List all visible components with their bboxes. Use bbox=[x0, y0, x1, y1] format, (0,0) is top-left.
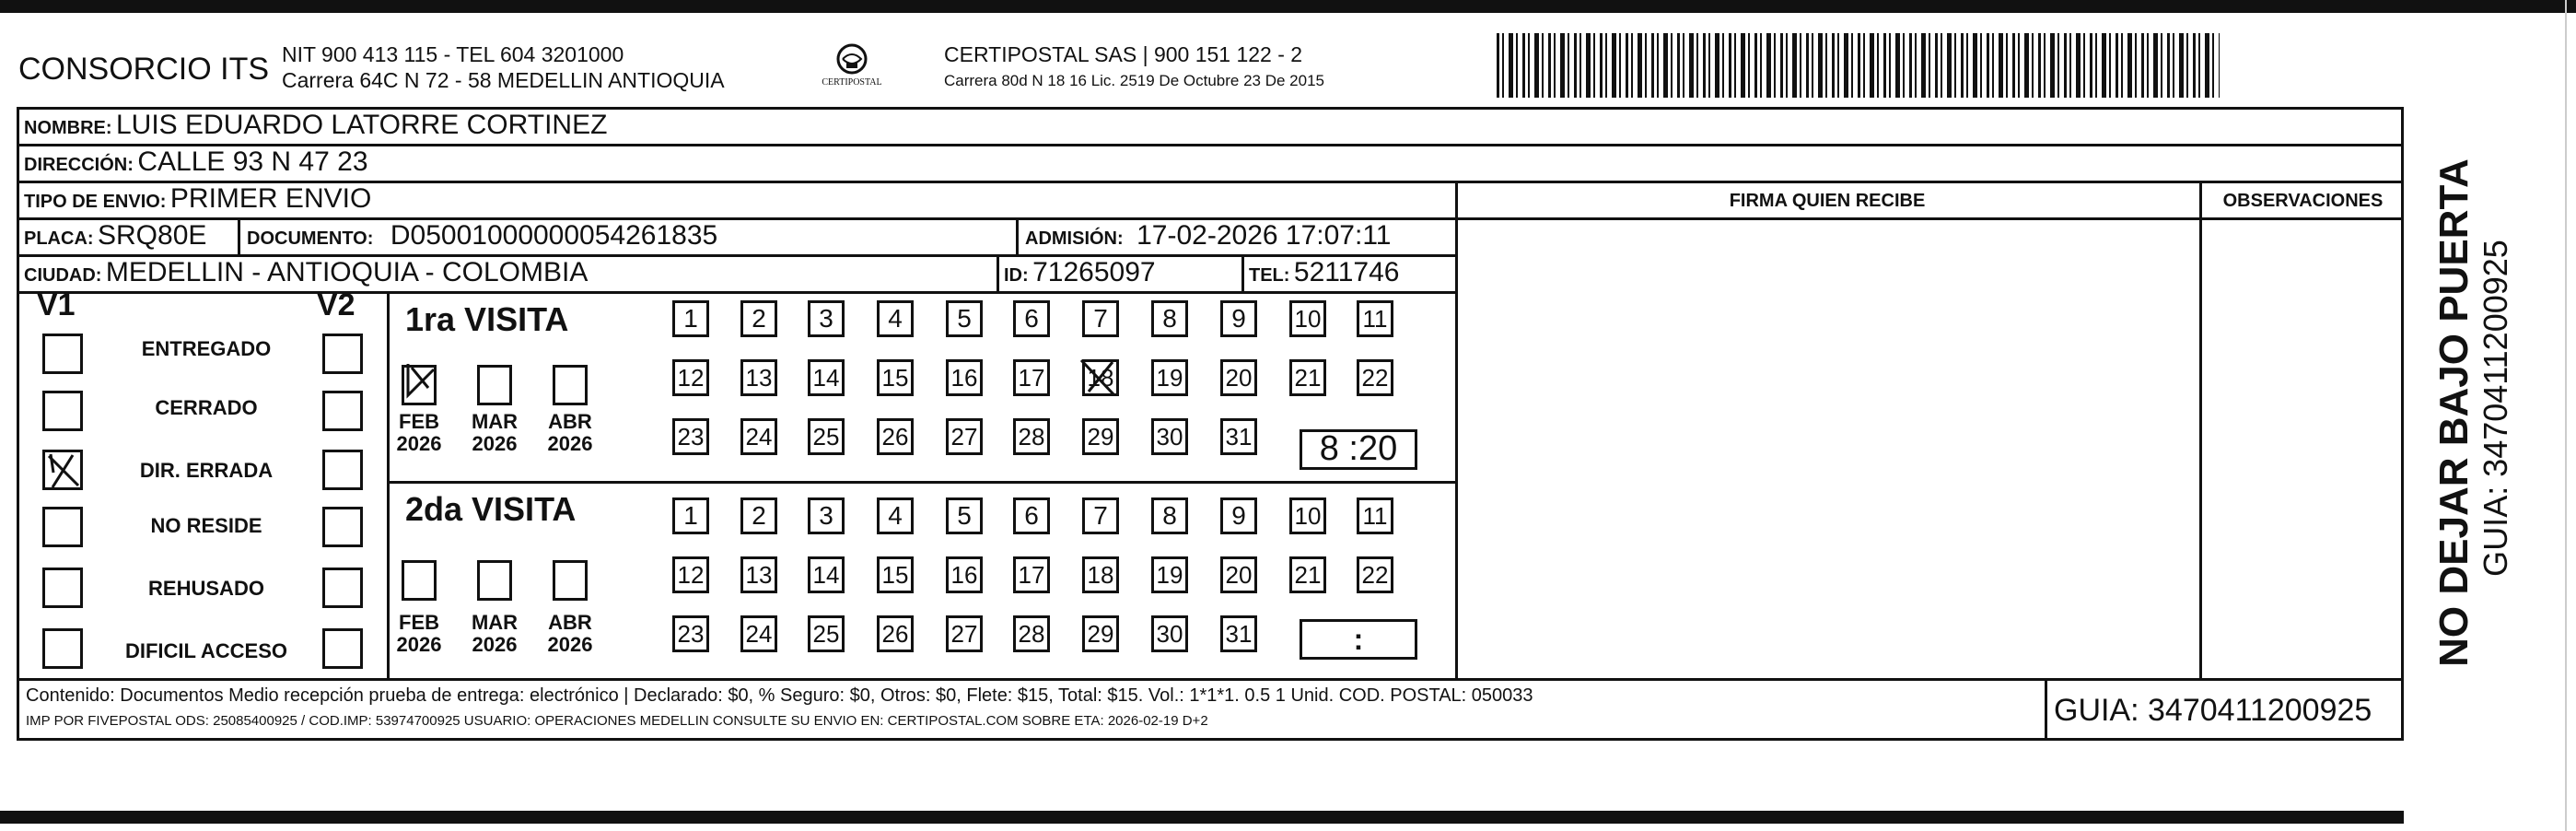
id-divider bbox=[997, 254, 999, 291]
tel-divider bbox=[1241, 254, 1244, 291]
first-visit-day-16[interactable]: 16 bbox=[946, 359, 983, 396]
certipostal-line: CERTIPOSTAL SAS | 900 151 122 - 2 bbox=[944, 42, 1303, 66]
first-visit-day-26[interactable]: 26 bbox=[877, 418, 914, 455]
month-name: ABR bbox=[548, 611, 592, 634]
second-visit-day-5[interactable]: 5 bbox=[946, 497, 983, 534]
nombre-label: NOMBRE: bbox=[24, 118, 112, 138]
first-visit-day-5[interactable]: 5 bbox=[946, 300, 983, 337]
first-visit-day-2[interactable]: 2 bbox=[740, 300, 777, 337]
row-line-1 bbox=[17, 144, 2404, 146]
second-visit-month-check-abr[interactable] bbox=[553, 560, 588, 601]
license-line: Carrera 80d N 18 16 Lic. 2519 De Octubre 23 De 2015 bbox=[944, 72, 1324, 89]
first-visit-day-27[interactable]: 27 bbox=[946, 418, 983, 455]
second-visit-day-31[interactable]: 31 bbox=[1220, 615, 1257, 652]
second-visit-day-25[interactable]: 25 bbox=[808, 615, 845, 652]
status-label-dir-errada: DIR. ERRADA bbox=[139, 459, 274, 482]
first-visit-day-8[interactable]: 8 bbox=[1151, 300, 1188, 337]
month-name: MAR bbox=[471, 611, 519, 634]
second-visit-day-29[interactable]: 29 bbox=[1082, 615, 1119, 652]
observations-left-border bbox=[2199, 181, 2202, 678]
second-visit-time-field[interactable]: : bbox=[1300, 619, 1417, 660]
month-name: FEB bbox=[399, 410, 439, 433]
v1-checkbox-dir-errada[interactable] bbox=[42, 450, 83, 490]
first-visit-day-13[interactable]: 13 bbox=[740, 359, 777, 396]
top-border-bar bbox=[0, 0, 2576, 13]
month-name: ABR bbox=[548, 410, 592, 433]
second-visit-day-28[interactable]: 28 bbox=[1013, 615, 1050, 652]
v2-header: V2 bbox=[317, 287, 356, 322]
certipostal-logo-icon bbox=[815, 41, 889, 101]
first-visit-day-29[interactable]: 29 bbox=[1082, 418, 1119, 455]
company-name: CONSORCIO ITS bbox=[18, 52, 270, 87]
second-visit-day-19[interactable]: 19 bbox=[1151, 556, 1188, 593]
v1-checkbox-entregado[interactable] bbox=[42, 334, 83, 374]
nombre-value: LUIS EDUARDO LATORRE CORTINEZ bbox=[116, 110, 608, 140]
guia-box-divider bbox=[2045, 678, 2047, 741]
imp-line: IMP POR FIVEPOSTAL ODS: 25085400925 / COD.IMP: 53974700925 USUARIO: OPERACIONES MEDELLIN CONSULTE SU ENVIO EN: CERTIPOSTAL.COM SOBRE ETA: 2026-02-19 D+2 bbox=[26, 713, 1208, 729]
second-visit-day-12[interactable]: 12 bbox=[672, 556, 709, 593]
nit-line: NIT 900 413 115 - TEL 604 3201000 bbox=[282, 42, 624, 66]
second-visit-month-label bbox=[391, 612, 447, 656]
first-visit-day-18[interactable]: 18 bbox=[1082, 359, 1119, 396]
second-visit-day-13[interactable]: 13 bbox=[740, 556, 777, 593]
contenido-line: Contenido: Documentos Medio recepción prueba de entrega: electrónico | Declarado: $0, % Seguro: $0, Otros: $0, Flete: $15, Total: $15. Vol.: 1*1*1. 0.5 1 Unid. COD. POSTAL: 050033 bbox=[26, 685, 1533, 706]
second-visit-month-check-mar[interactable] bbox=[477, 560, 512, 601]
row-line-5 bbox=[17, 291, 1455, 294]
bottom-border-bar bbox=[0, 811, 2404, 824]
first-visit-day-4[interactable]: 4 bbox=[877, 300, 914, 337]
second-visit-day-15[interactable]: 15 bbox=[877, 556, 914, 593]
month-year: 2026 bbox=[547, 633, 593, 656]
second-visit-day-22[interactable]: 22 bbox=[1357, 556, 1393, 593]
first-visit-day-20[interactable]: 20 bbox=[1220, 359, 1257, 396]
ciudad-label: CIUDAD: bbox=[24, 265, 102, 286]
second-visit-day-8[interactable]: 8 bbox=[1151, 497, 1188, 534]
day-check-mark-icon bbox=[1076, 355, 1124, 403]
first-visit-day-7[interactable]: 7 bbox=[1082, 300, 1119, 337]
second-visit-day-26[interactable]: 26 bbox=[877, 615, 914, 652]
status-label-cerrado: CERRADO bbox=[155, 396, 258, 419]
placa-cell bbox=[24, 220, 206, 252]
status-label-entregado: ENTREGADO bbox=[141, 337, 272, 360]
v1-header: V1 bbox=[37, 287, 76, 322]
first-visit-month-check-feb[interactable] bbox=[402, 365, 437, 405]
v2-checkbox-cerrado[interactable] bbox=[322, 391, 363, 431]
status-label-dificil-acceso: DIFICIL ACCESO bbox=[124, 639, 287, 662]
month-year: 2026 bbox=[396, 633, 442, 656]
second-visit-day-17[interactable]: 17 bbox=[1013, 556, 1050, 593]
id-label: ID: bbox=[1004, 265, 1029, 286]
first-visit-day-11[interactable]: 11 bbox=[1357, 300, 1393, 337]
firma-header: FIRMA QUIEN RECIBE bbox=[1729, 191, 1926, 211]
admision-value: 17-02-2026 17:07:11 bbox=[1136, 220, 1392, 251]
second-visit-day-16[interactable]: 16 bbox=[946, 556, 983, 593]
first-visit-day-19[interactable]: 19 bbox=[1151, 359, 1188, 396]
side-warning: NO DEJAR BAJO PUERTA bbox=[2431, 158, 2477, 667]
first-visit-title: 1ra VISITA bbox=[405, 300, 569, 338]
v1-checkbox-no-reside[interactable] bbox=[42, 507, 83, 547]
second-visit-month-label bbox=[467, 612, 522, 656]
v2-checkbox-dir-errada[interactable] bbox=[322, 450, 363, 490]
certipostal-logo bbox=[815, 41, 889, 101]
first-visit-day-1[interactable]: 1 bbox=[672, 300, 709, 337]
first-visit-day-31[interactable]: 31 bbox=[1220, 418, 1257, 455]
first-visit-day-3[interactable]: 3 bbox=[808, 300, 845, 337]
first-visit-day-30[interactable]: 30 bbox=[1151, 418, 1188, 455]
month-year: 2026 bbox=[547, 432, 593, 455]
documento-cell bbox=[247, 220, 717, 252]
second-visit-day-20[interactable]: 20 bbox=[1220, 556, 1257, 593]
first-visit-day-28[interactable]: 28 bbox=[1013, 418, 1050, 455]
second-visit-day-6[interactable]: 6 bbox=[1013, 497, 1050, 534]
month-year: 2026 bbox=[472, 432, 518, 455]
documento-label: DOCUMENTO: bbox=[247, 228, 374, 249]
placa-label: PLACA: bbox=[24, 228, 94, 249]
second-visit-day-7[interactable]: 7 bbox=[1082, 497, 1119, 534]
id-value: 71265097 bbox=[1032, 257, 1156, 287]
first-visit-month-check-abr[interactable] bbox=[553, 365, 588, 405]
signature-left-border bbox=[1455, 181, 1458, 678]
admision-cell bbox=[1025, 220, 1391, 252]
v1-checkbox-cerrado[interactable] bbox=[42, 391, 83, 431]
v2-checkbox-rehusado[interactable] bbox=[322, 568, 363, 608]
observaciones-header: OBSERVACIONES bbox=[2222, 191, 2384, 211]
visit-divider bbox=[387, 481, 1455, 484]
first-visit-day-6[interactable]: 6 bbox=[1013, 300, 1050, 337]
company-address: Carrera 64C N 72 - 58 MEDELLIN ANTIOQUIA bbox=[282, 68, 725, 92]
first-visit-day-22[interactable]: 22 bbox=[1357, 359, 1393, 396]
nombre-row bbox=[24, 110, 607, 141]
first-visit-day-10[interactable]: 10 bbox=[1289, 300, 1326, 337]
first-visit-day-21[interactable]: 21 bbox=[1289, 359, 1326, 396]
second-visit-month-label bbox=[542, 612, 598, 656]
tel-value: 5211746 bbox=[1293, 257, 1400, 287]
second-visit-day-23[interactable]: 23 bbox=[672, 615, 709, 652]
v2-checkbox-dificil-acceso[interactable] bbox=[322, 628, 363, 669]
direccion-row bbox=[24, 146, 368, 178]
second-visit-day-11[interactable]: 11 bbox=[1357, 497, 1393, 534]
placa-value: SRQ80E bbox=[98, 220, 207, 251]
tipo-envio-value: PRIMER ENVIO bbox=[169, 183, 372, 214]
tipo-envio-label: TIPO DE ENVIO: bbox=[24, 192, 167, 212]
v2-checkbox-entregado[interactable] bbox=[322, 334, 363, 374]
direccion-label: DIRECCIÓN: bbox=[24, 155, 134, 175]
id-cell bbox=[1004, 257, 1156, 288]
status-label-rehusado: REHUSADO bbox=[148, 577, 264, 600]
first-visit-day-23[interactable]: 23 bbox=[672, 418, 709, 455]
ciudad-cell bbox=[24, 257, 588, 288]
row-line-2 bbox=[17, 181, 2404, 183]
second-visit-day-1[interactable]: 1 bbox=[672, 497, 709, 534]
logo-text: CERTIPOSTAL bbox=[822, 77, 882, 88]
right-edge-shadow bbox=[2565, 0, 2567, 831]
x-check-mark-icon bbox=[45, 452, 82, 489]
second-visit-day-4[interactable]: 4 bbox=[877, 497, 914, 534]
first-visit-day-24[interactable]: 24 bbox=[740, 418, 777, 455]
second-visit-day-9[interactable]: 9 bbox=[1220, 497, 1257, 534]
first-visit-month-label bbox=[467, 411, 522, 455]
first-visit-month-check-mar[interactable] bbox=[477, 365, 512, 405]
second-visit-title: 2da VISITA bbox=[405, 490, 577, 528]
direccion-value: CALLE 93 N 47 23 bbox=[137, 146, 368, 177]
documento-value: D05001000000054261835 bbox=[390, 220, 718, 251]
tel-label: TEL: bbox=[1249, 265, 1290, 286]
second-visit-month-check-feb[interactable] bbox=[402, 560, 437, 601]
placa-divider bbox=[238, 217, 240, 254]
tipo-envio-row bbox=[24, 183, 371, 215]
v1-checkbox-rehusado[interactable] bbox=[42, 568, 83, 608]
second-visit-day-27[interactable]: 27 bbox=[946, 615, 983, 652]
v2-checkbox-no-reside[interactable] bbox=[322, 507, 363, 547]
first-visit-day-15[interactable]: 15 bbox=[877, 359, 914, 396]
first-visit-day-17[interactable]: 17 bbox=[1013, 359, 1050, 396]
first-visit-month-label bbox=[542, 411, 598, 455]
second-visit-day-18[interactable]: 18 bbox=[1082, 556, 1119, 593]
side-rotated-text bbox=[2404, 147, 2514, 667]
row-line-3b bbox=[1455, 217, 2404, 220]
first-visit-day-9[interactable]: 9 bbox=[1220, 300, 1257, 337]
ciudad-value: MEDELLIN - ANTIOQUIA - COLOMBIA bbox=[105, 257, 589, 287]
second-visit-day-14[interactable]: 14 bbox=[808, 556, 845, 593]
second-visit-day-2[interactable]: 2 bbox=[740, 497, 777, 534]
status-divider bbox=[387, 291, 390, 678]
second-visit-day-10[interactable]: 10 bbox=[1289, 497, 1326, 534]
month-name: MAR bbox=[471, 410, 519, 433]
x-check-mark-icon bbox=[401, 360, 437, 401]
month-year: 2026 bbox=[396, 432, 442, 455]
second-visit-day-30[interactable]: 30 bbox=[1151, 615, 1188, 652]
first-visit-month-label bbox=[391, 411, 447, 455]
tel-cell bbox=[1249, 257, 1399, 288]
first-visit-time-field[interactable]: 8 :20 bbox=[1300, 429, 1417, 470]
admision-label: ADMISIÓN: bbox=[1025, 228, 1124, 249]
status-label-no-reside: NO RESIDE bbox=[150, 514, 262, 537]
month-name: FEB bbox=[399, 611, 439, 634]
second-visit-day-3[interactable]: 3 bbox=[808, 497, 845, 534]
first-visit-day-12[interactable]: 12 bbox=[672, 359, 709, 396]
guia-number-box: GUIA: 3470411200925 bbox=[2054, 693, 2372, 728]
barcode bbox=[1497, 33, 2220, 98]
second-visit-day-21[interactable]: 21 bbox=[1289, 556, 1326, 593]
second-visit-day-24[interactable]: 24 bbox=[740, 615, 777, 652]
side-guia: GUIA: 3470411200925 bbox=[2477, 240, 2514, 577]
month-year: 2026 bbox=[472, 633, 518, 656]
first-visit-day-25[interactable]: 25 bbox=[808, 418, 845, 455]
admision-divider bbox=[1016, 217, 1019, 254]
first-visit-day-14[interactable]: 14 bbox=[808, 359, 845, 396]
v1-checkbox-dificil-acceso[interactable] bbox=[42, 628, 83, 669]
